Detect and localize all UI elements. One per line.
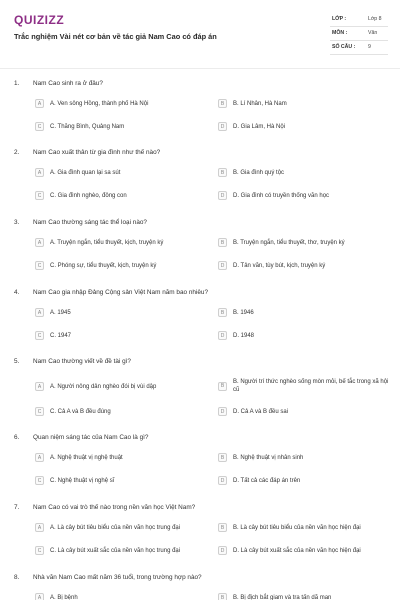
option-text: B. Là cây bút tiêu biểu của nền văn học hiện đại bbox=[233, 524, 361, 531]
option-b[interactable] bbox=[218, 523, 361, 532]
option-letter-a: A bbox=[35, 593, 44, 600]
question-text: Nam Cao thường sáng tác thể loại nào? bbox=[33, 219, 147, 226]
option-text: B. Bị địch bắt giam và tra tấn dã man bbox=[233, 594, 332, 600]
option-text: C. Là cây bút xuất sắc của nền văn học trung đại bbox=[50, 547, 181, 554]
option-d[interactable] bbox=[218, 476, 300, 485]
option-d[interactable] bbox=[218, 261, 325, 270]
meta-question-count bbox=[330, 41, 388, 55]
option-letter-b: B bbox=[218, 168, 227, 177]
option-letter-d: D bbox=[218, 261, 227, 270]
option-letter-c: C bbox=[35, 331, 44, 340]
quizizz-logo: QUIZIZZ bbox=[14, 13, 65, 27]
option-letter-b: B bbox=[218, 99, 227, 108]
option-text: D. Gia đình có truyền thống văn học bbox=[233, 192, 330, 199]
option-b[interactable] bbox=[218, 593, 331, 600]
option-text: A. Truyện ngắn, tiểu thuyết, kịch, truyện ký bbox=[50, 239, 164, 246]
option-text: D. Cả A và B đều sai bbox=[233, 408, 289, 415]
option-letter-a: A bbox=[35, 523, 44, 532]
option-a[interactable] bbox=[35, 99, 148, 108]
question-text: Nhà văn Nam Cao mất năm 36 tuổi, trong trường hợp nào? bbox=[33, 574, 202, 581]
option-c[interactable] bbox=[35, 191, 127, 200]
option-text: A. Gia đình quan lại sa sút bbox=[50, 169, 121, 176]
worksheet-title: Trắc nghiệm Vài nét cơ bản về tác giả Nam Cao có đáp án bbox=[14, 32, 217, 41]
question-text: Nam Cao gia nhập Đảng Cộng sản Việt Nam năm bao nhiêu? bbox=[33, 289, 209, 296]
option-text: B. Lí Nhân, Hà Nam bbox=[233, 100, 287, 107]
option-letter-c: C bbox=[35, 546, 44, 555]
option-text: B. Gia đình quý tộc bbox=[233, 169, 285, 176]
option-text: D. 1948 bbox=[233, 332, 255, 339]
option-d[interactable] bbox=[218, 191, 329, 200]
option-text: B. Nghệ thuật vị nhân sinh bbox=[233, 454, 304, 461]
option-text: B. Truyện ngắn, tiểu thuyết, thơ, truyện ký bbox=[233, 239, 345, 246]
option-b[interactable] bbox=[218, 453, 303, 462]
meta-count-label: SỐ CÂU : bbox=[332, 44, 356, 50]
option-letter-a: A bbox=[35, 382, 44, 391]
meta-grade bbox=[330, 13, 388, 27]
meta-count-value: 9 bbox=[368, 44, 371, 50]
option-letter-a: A bbox=[35, 238, 44, 247]
question-text: Quan niệm sáng tác của Nam Cao là gì? bbox=[33, 434, 149, 441]
question-number: 5. bbox=[14, 358, 20, 365]
option-letter-c: C bbox=[35, 476, 44, 485]
option-text: A. Bị bệnh bbox=[50, 594, 78, 600]
option-letter-a: A bbox=[35, 308, 44, 317]
option-text: C. Nghệ thuật vị nghệ sĩ bbox=[50, 477, 115, 484]
option-text: A. Nghệ thuật vị nghệ thuật bbox=[50, 454, 123, 461]
question-number: 4. bbox=[14, 289, 20, 296]
option-text: C. 1947 bbox=[50, 332, 72, 339]
option-d[interactable] bbox=[218, 546, 361, 555]
option-text: C. Gia đình nghèo, đông con bbox=[50, 192, 127, 199]
worksheet-meta bbox=[330, 13, 388, 55]
option-a[interactable] bbox=[35, 593, 78, 600]
meta-subject bbox=[330, 27, 388, 41]
option-b[interactable] bbox=[218, 168, 284, 177]
option-text: D. Là cây bút xuất sắc của nền văn học hiện đại bbox=[233, 547, 361, 554]
option-letter-d: D bbox=[218, 407, 227, 416]
question-number: 2. bbox=[14, 149, 20, 156]
question-number: 7. bbox=[14, 504, 20, 511]
option-text: A. Là cây bút tiêu biểu của nền văn học trung đại bbox=[50, 524, 181, 531]
option-letter-a: A bbox=[35, 453, 44, 462]
option-d[interactable] bbox=[218, 331, 254, 340]
option-a[interactable] bbox=[35, 382, 156, 391]
option-letter-d: D bbox=[218, 191, 227, 200]
option-letter-c: C bbox=[35, 191, 44, 200]
option-c[interactable] bbox=[35, 546, 180, 555]
meta-grade-value: Lớp 8 bbox=[368, 16, 382, 22]
option-a[interactable] bbox=[35, 308, 71, 317]
meta-grade-label: LỚP : bbox=[332, 16, 347, 22]
option-text: B. 1946 bbox=[233, 309, 254, 316]
option-letter-b: B bbox=[218, 453, 227, 462]
option-b[interactable] bbox=[218, 378, 393, 394]
option-text: D. Gia Lâm, Hà Nội bbox=[233, 123, 286, 130]
question-text: Nam Cao thường viết về đề tài gì? bbox=[33, 358, 131, 365]
option-letter-a: A bbox=[35, 99, 44, 108]
option-letter-d: D bbox=[218, 331, 227, 340]
option-letter-b: B bbox=[218, 238, 227, 247]
option-letter-d: D bbox=[218, 476, 227, 485]
option-a[interactable] bbox=[35, 523, 180, 532]
option-letter-c: C bbox=[35, 261, 44, 270]
option-d[interactable] bbox=[218, 407, 288, 416]
option-letter-d: D bbox=[218, 546, 227, 555]
option-letter-b: B bbox=[218, 308, 227, 317]
question-number: 3. bbox=[14, 219, 20, 226]
question-number: 8. bbox=[14, 574, 20, 581]
option-letter-b: B bbox=[218, 593, 227, 600]
option-text: C. Thăng Bình, Quảng Nam bbox=[50, 123, 125, 130]
worksheet-header bbox=[0, 0, 400, 68]
option-text: C. Cả A và B đều đúng bbox=[50, 408, 111, 415]
question-text: Nam Cao có vai trò thế nào trong nền văn học Việt Nam? bbox=[33, 504, 196, 511]
option-b[interactable] bbox=[218, 238, 345, 247]
option-letter-a: A bbox=[35, 168, 44, 177]
meta-subject-label: MÔN : bbox=[332, 30, 348, 36]
meta-subject-value: Văn bbox=[368, 30, 378, 36]
option-text: D. Tản văn, tùy bút, kịch, truyện ký bbox=[233, 262, 326, 269]
header-divider bbox=[0, 68, 400, 69]
option-text: A. 1945 bbox=[50, 309, 71, 316]
option-a[interactable] bbox=[35, 453, 123, 462]
option-text: A. Ven sông Hồng, thành phố Hà Nội bbox=[50, 100, 149, 107]
option-text: B. Người trí thức nghèo sống mòn mỏi, bế tắc trong xã hội cũ bbox=[233, 379, 389, 394]
question-number: 1. bbox=[14, 80, 20, 87]
option-b[interactable] bbox=[218, 99, 287, 108]
option-a[interactable] bbox=[35, 168, 120, 177]
question-text: Nam Cao sinh ra ở đâu? bbox=[33, 80, 103, 87]
option-letter-c: C bbox=[35, 122, 44, 131]
option-letter-d: D bbox=[218, 122, 227, 131]
option-b[interactable] bbox=[218, 308, 254, 317]
option-text: D. Tất cả các đáp án trên bbox=[233, 477, 301, 484]
option-text: A. Người nông dân nghèo đói bị vùi dập bbox=[50, 383, 157, 390]
option-letter-b: B bbox=[218, 382, 227, 391]
option-letter-c: C bbox=[35, 407, 44, 416]
option-c[interactable] bbox=[35, 331, 71, 340]
option-c[interactable] bbox=[35, 407, 111, 416]
option-a[interactable] bbox=[35, 238, 163, 247]
option-c[interactable] bbox=[35, 261, 156, 270]
option-c[interactable] bbox=[35, 476, 114, 485]
question-number: 6. bbox=[14, 434, 20, 441]
question-text: Nam Cao xuất thân từ gia đình như thế nào? bbox=[33, 149, 161, 156]
option-c[interactable] bbox=[35, 122, 124, 131]
option-d[interactable] bbox=[218, 122, 285, 131]
option-text: C. Phóng sự, tiểu thuyết, kịch, truyện ký bbox=[50, 262, 157, 269]
option-letter-b: B bbox=[218, 523, 227, 532]
